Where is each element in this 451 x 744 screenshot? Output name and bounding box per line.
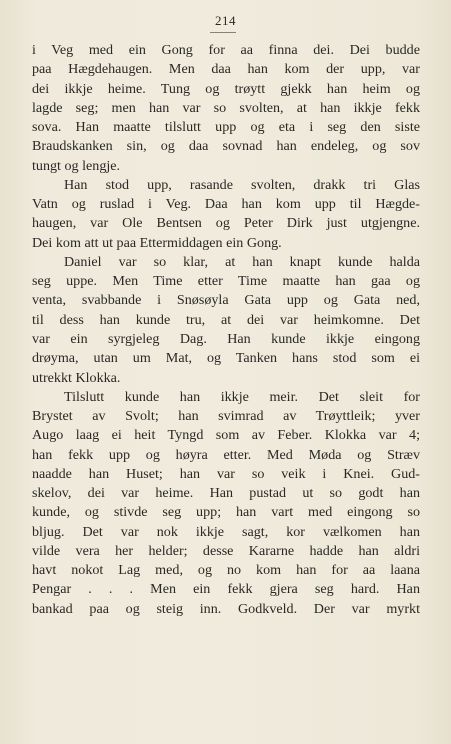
text-line: Brystet av Svolt; han svimrad av Trøyttleik; yver xyxy=(32,408,420,425)
text-line: sova. Han maatte tilslutt upp og eta i seg den siste xyxy=(32,119,420,136)
text-line: vilde vera her helder; desse Kararne hadde han aldri xyxy=(32,542,420,559)
text-line: lagde seg; men han var so svolten, at han ikkje fekk xyxy=(32,99,420,116)
text-line: Daniel var so klar, at han knapt kunde halda xyxy=(64,253,420,270)
text-line: i Veg med ein Gong for aa finna dei. Dei budde xyxy=(32,42,420,58)
text-line: Pengar . . . Men ein fekk gjera seg hard. Han xyxy=(32,581,420,598)
text-line: kunde, og stivde seg upp; han vart med eingong so xyxy=(32,504,420,521)
text-line: paa Hægdehaugen. Men daa han kom der upp, var xyxy=(32,61,420,78)
text-line: Augo laag ei heit Tyngd som av Feber. Klokka var 4; xyxy=(32,427,420,444)
page-text xyxy=(32,41,420,619)
text-line: Vatn og ruslad i Veg. Daa han kom upp til Hægde- xyxy=(32,196,420,213)
page-number: 214 xyxy=(215,13,236,28)
text-line: venta, svabbande i Snøsøyla Gata upp og Gata ned, xyxy=(32,292,420,309)
text-line: seg uppe. Men Time etter Time maatte han gaa og xyxy=(32,273,420,290)
text-line: tungt og lengje. xyxy=(32,157,121,174)
text-line: Han stod upp, rasande svolten, drakk tri Glas xyxy=(64,176,420,193)
page-number-rule xyxy=(210,32,236,33)
text-line: han fekk upp og høyra etter. Med Møda og Stræv xyxy=(32,446,420,463)
text-line: bankad paa og steig inn. Godkveld. Der var myrkt xyxy=(32,600,420,617)
text-line: Tilslutt kunde han ikkje meir. Det sleit for xyxy=(64,388,420,405)
text-line: skelov, dei var heime. Han pustad ut so godt han xyxy=(32,485,420,502)
text-line: havt nokot Lag med, og no kom han for aa laana xyxy=(32,562,420,579)
text-line: utrekkt Klokka. xyxy=(32,369,121,386)
text-line: dei ikkje heime. Tung og trøytt gjekk han heim og xyxy=(32,80,420,97)
text-line: drøyma, utan um Mat, og Tanken hans stod som ei xyxy=(32,350,420,367)
text-line: var ein syrgjeleg Dag. Han kunde ikkje eingong xyxy=(32,330,420,347)
text-line: til dess han kunde tru, at dei var heimkomne. Det xyxy=(32,311,420,328)
text-line: naadde han Huset; han var so veik i Knei. Gud- xyxy=(32,465,420,482)
text-line: bljug. Det var nok ikkje sagt, kor vælkomen han xyxy=(32,523,420,540)
text-line: Dei kom att ut paa Ettermiddagen ein Gong. xyxy=(32,234,282,251)
text-line: Braudskanken sin, og daa sovnad han endeleg, og sov xyxy=(32,138,420,155)
text-line: haugen, var Ole Bentsen og Peter Dirk just utgjengne. xyxy=(32,215,420,232)
